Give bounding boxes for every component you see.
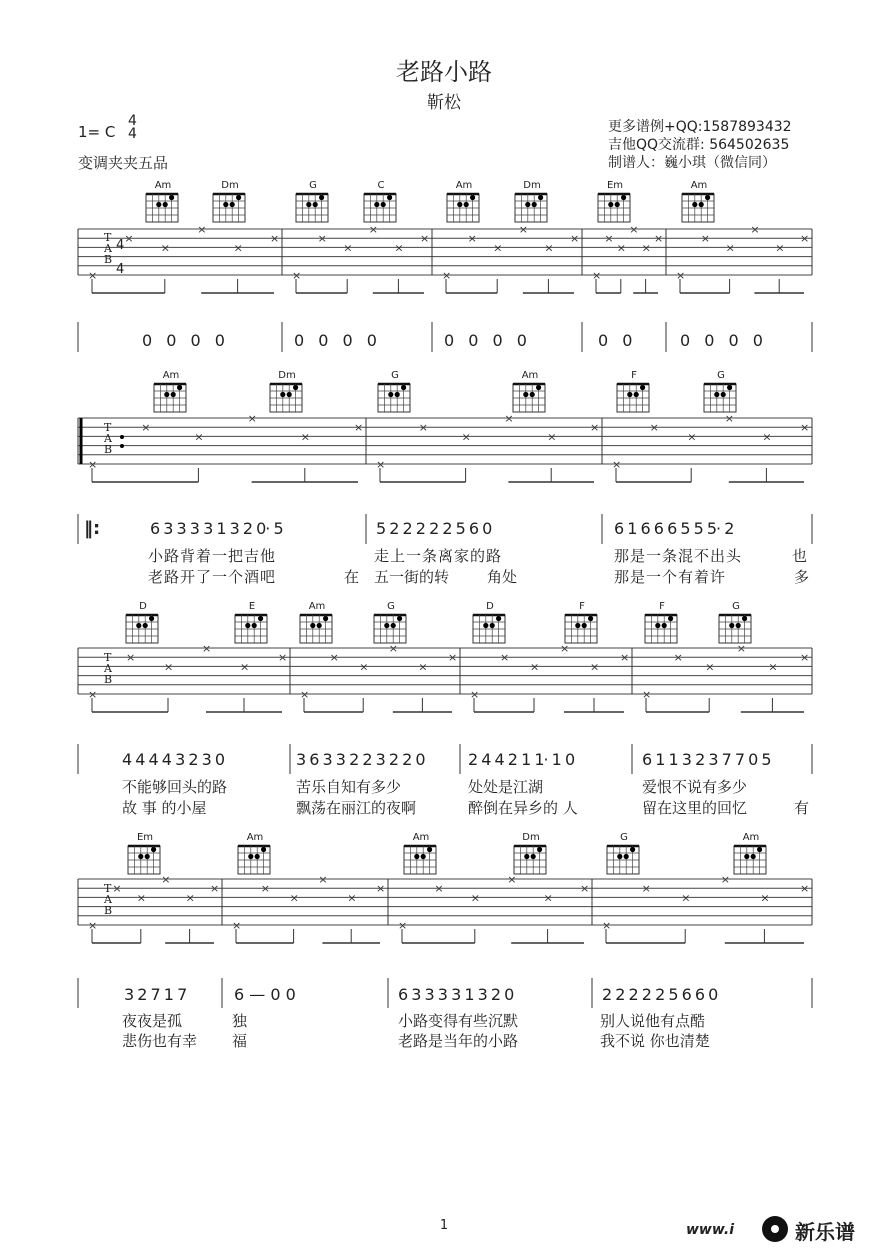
finger-dot xyxy=(483,623,488,628)
tab-note: × xyxy=(544,241,554,255)
chord-name: Am xyxy=(412,832,430,843)
tab-note: × xyxy=(88,687,98,701)
tab-note: × xyxy=(612,457,622,471)
time-top: 4 xyxy=(128,113,137,129)
tab-note: × xyxy=(629,223,639,236)
finger-dot xyxy=(323,616,328,621)
tab-note: × xyxy=(210,882,220,896)
tab-note: × xyxy=(260,882,271,896)
finger-dot xyxy=(608,202,613,207)
finger-dot xyxy=(537,847,542,852)
finger-dot xyxy=(538,195,543,200)
notation-measure: 0 0 0 0 xyxy=(680,331,763,350)
chord-name: F xyxy=(579,601,585,612)
finger-dot xyxy=(634,392,639,397)
chord-name: Dm xyxy=(278,370,296,381)
tab-note: × xyxy=(88,918,98,932)
notation-measure: 0 0 0 0 xyxy=(444,331,527,350)
finger-dot xyxy=(630,847,635,852)
finger-dot xyxy=(470,195,475,200)
lyric-line: 飘荡在丽江的夜啊 xyxy=(296,799,417,817)
finger-dot xyxy=(258,616,263,621)
finger-dot xyxy=(757,847,762,852)
tab-clef: T A B xyxy=(104,882,113,917)
finger-dot xyxy=(287,392,292,397)
tab-note: × xyxy=(467,232,477,246)
chord-name: Am xyxy=(162,370,180,381)
tab-note: × xyxy=(376,457,386,471)
lyric-line: 小路变得有些沉默 xyxy=(398,1012,519,1030)
lyric-line: 我不说 你也清楚 xyxy=(600,1032,710,1050)
lyric-line: 那是一个有着许 xyxy=(614,568,727,586)
finger-dot xyxy=(575,623,580,628)
tab-note: × xyxy=(500,651,510,665)
lyric-line: 也 xyxy=(792,547,808,565)
tab-note: × xyxy=(470,687,480,701)
tab-note: × xyxy=(354,421,364,435)
tab-clef: T A B xyxy=(104,651,113,686)
tab-note: × xyxy=(705,660,715,674)
lyric-line: 走上一条离家的路 xyxy=(374,547,503,565)
lyric-line: 留在这里的回忆 xyxy=(642,799,748,817)
finger-dot xyxy=(136,623,141,628)
tab-note: × xyxy=(750,223,760,236)
notation-measure: 0 0 xyxy=(598,331,633,350)
tab-note: × xyxy=(592,268,602,282)
finger-dot xyxy=(624,854,629,859)
finger-dot xyxy=(699,202,704,207)
tab-note: × xyxy=(194,430,204,444)
tab-note: × xyxy=(126,651,136,665)
finger-dot xyxy=(464,202,469,207)
tab-note: × xyxy=(232,918,242,932)
tab-note: × xyxy=(654,232,664,246)
finger-dot xyxy=(169,195,174,200)
tab-note: × xyxy=(543,891,553,905)
finger-dot xyxy=(742,616,747,621)
tab-note: × xyxy=(724,412,735,425)
tab-note: × xyxy=(620,651,630,665)
chord-name: D xyxy=(139,601,147,612)
chord-name: Dm xyxy=(221,180,239,191)
lyric-line: 独 xyxy=(232,1012,248,1030)
tab-note: × xyxy=(800,232,810,246)
tab-time-signature: 4 4 xyxy=(116,238,125,277)
chord-name: Am xyxy=(690,180,708,191)
finger-dot xyxy=(397,616,402,621)
finger-dot xyxy=(729,623,734,628)
lyric-line: 爱恨不说有多少 xyxy=(642,778,748,796)
finger-dot xyxy=(163,202,168,207)
tab-note: × xyxy=(164,660,174,674)
lyric-line: 角处 xyxy=(487,568,518,586)
chord-name: G xyxy=(620,832,628,843)
finger-dot xyxy=(138,854,143,859)
finger-dot xyxy=(319,195,324,200)
chord-name: F xyxy=(631,370,637,381)
finger-dot xyxy=(177,385,182,390)
tab-note: × xyxy=(448,651,458,665)
tab-note: × xyxy=(318,873,328,886)
notation-measure: 3 6 3 3 2 2 3 2 2 0 xyxy=(296,750,425,769)
lyric-line: 处处是江湖 xyxy=(468,778,544,796)
tab-note: × xyxy=(642,687,652,701)
tab-note: × xyxy=(278,651,288,665)
lyric-line: 小路背着一把吉他 xyxy=(148,547,277,565)
notation-measure: 6 3 3 3 3 1 3 2 0· 5 xyxy=(150,519,283,538)
tab-note: × xyxy=(641,241,651,255)
tab-note: × xyxy=(359,660,369,674)
lyric-line: 五一街的转 xyxy=(374,568,450,586)
notation-measure: 6 — 0 0 xyxy=(234,985,296,1004)
chord-name: Am xyxy=(154,180,172,191)
finger-dot xyxy=(306,202,311,207)
tab-note: × xyxy=(687,430,697,444)
repeat-start: ‖: xyxy=(84,518,101,539)
tab-note: × xyxy=(317,232,327,246)
chord-name: Em xyxy=(606,180,624,191)
notation-measure: 6 1 1 3 2 3 7 7 0 5 xyxy=(642,750,771,769)
tab-note: × xyxy=(88,457,98,471)
notation-measure: 6 1 6 6 6 5 5 5· 2 xyxy=(614,519,734,538)
tab-note: × xyxy=(547,430,557,444)
lyric-line: 老路是当年的小路 xyxy=(398,1032,519,1050)
finger-dot xyxy=(255,854,260,859)
capo-note: 变调夹夹五品 xyxy=(78,154,169,172)
finger-dot xyxy=(705,195,710,200)
lyric-line: 福 xyxy=(232,1032,248,1050)
finger-dot xyxy=(588,616,593,621)
finger-dot xyxy=(490,623,495,628)
finger-dot xyxy=(662,623,667,628)
tab-note: × xyxy=(398,918,408,932)
tab-note: × xyxy=(247,412,257,425)
finger-dot xyxy=(401,385,406,390)
chord-name: G xyxy=(387,601,395,612)
tab-note: × xyxy=(493,241,503,255)
finger-dot xyxy=(388,392,393,397)
tab-note: × xyxy=(418,421,429,435)
tab-note: × xyxy=(197,223,207,236)
tab-note: × xyxy=(590,421,600,435)
finger-dot xyxy=(252,623,257,628)
finger-dot xyxy=(381,202,386,207)
tab-note: × xyxy=(461,430,471,444)
notation-measure: 4 4 4 4 3 2 3 0 xyxy=(122,750,225,769)
chord-name: Am xyxy=(742,832,760,843)
tab-note: × xyxy=(676,268,686,282)
lyric-line: 在 xyxy=(344,568,360,586)
finger-dot xyxy=(744,854,749,859)
finger-dot xyxy=(280,392,285,397)
finger-dot xyxy=(655,623,660,628)
song-title: 老路小路 xyxy=(396,58,492,86)
tab-note: × xyxy=(673,651,683,665)
tab-note: × xyxy=(602,918,612,932)
finger-dot xyxy=(692,202,697,207)
chord-name: Am xyxy=(521,370,539,381)
tab-note: × xyxy=(300,430,311,444)
tab-note: × xyxy=(368,223,379,236)
tab-note: × xyxy=(768,660,778,674)
tab-note: × xyxy=(590,660,600,674)
tab-note: × xyxy=(580,882,590,896)
tab-note: × xyxy=(185,891,195,905)
tab-note: × xyxy=(240,660,250,674)
finger-dot xyxy=(223,202,228,207)
finger-dot xyxy=(414,854,419,859)
chord-name: E xyxy=(248,601,256,612)
tab-note: × xyxy=(530,660,540,674)
finger-dot xyxy=(171,392,176,397)
page-number: 1 xyxy=(439,1218,449,1233)
tab-note: × xyxy=(388,642,399,655)
finger-dot xyxy=(236,195,241,200)
notation-measure: 5 2 2 2 2 2 5 6 0 xyxy=(376,519,492,538)
tab-note: × xyxy=(649,421,659,435)
finger-dot xyxy=(317,623,322,628)
chord-name: Am xyxy=(246,832,264,843)
chord-name: Dm xyxy=(522,832,540,843)
tab-note: × xyxy=(124,232,134,246)
finger-dot xyxy=(582,623,587,628)
finger-dot xyxy=(427,847,432,852)
finger-dot xyxy=(524,854,529,859)
lyric-line: 夜夜是孤 xyxy=(122,1012,183,1030)
finger-dot xyxy=(387,195,392,200)
tab-note: × xyxy=(736,642,747,655)
chord-name: Am xyxy=(455,180,473,191)
tab-note: × xyxy=(681,891,691,905)
tab-note: × xyxy=(112,882,122,896)
finger-dot xyxy=(621,195,626,200)
finger-dot xyxy=(721,392,726,397)
site-url[interactable]: www.i xyxy=(686,1222,735,1238)
tab-note: × xyxy=(161,873,171,886)
tab-note: × xyxy=(560,642,570,655)
finger-dot xyxy=(293,385,298,390)
tab-note: × xyxy=(292,268,302,282)
tab-note: × xyxy=(720,873,731,886)
finger-dot xyxy=(143,623,148,628)
finger-dot xyxy=(384,623,389,628)
finger-dot xyxy=(536,385,541,390)
finger-dot xyxy=(145,854,150,859)
chord-name: C xyxy=(377,180,385,191)
finger-dot xyxy=(395,392,400,397)
finger-dot xyxy=(261,847,266,852)
lyric-line: 老路开了一个酒吧 xyxy=(148,568,277,586)
lyric-line: 故 事 的小屋 xyxy=(122,799,207,817)
tab-note: × xyxy=(88,268,98,282)
chord-name: G xyxy=(309,180,317,191)
info-line-qq: 更多谱例+QQ:1587893432 xyxy=(608,119,792,135)
info-line-author: 制谱人：巍小琪（微信同） xyxy=(608,155,776,171)
finger-dot xyxy=(627,392,632,397)
notation-measure: 2 2 2 2 2 5 6 6 0 xyxy=(602,985,718,1004)
finger-dot xyxy=(391,623,396,628)
finger-dot xyxy=(640,385,645,390)
finger-dot xyxy=(668,616,673,621)
finger-dot xyxy=(617,854,622,859)
tab-note: × xyxy=(141,421,151,435)
finger-dot xyxy=(525,202,530,207)
tab-note: × xyxy=(343,241,353,255)
finger-dot xyxy=(496,616,501,621)
tab-note: × xyxy=(233,241,243,255)
finger-dot xyxy=(736,623,741,628)
info-line-group: 吉他QQ交流群: 564502635 xyxy=(608,137,790,153)
lyric-line: 有 xyxy=(794,799,810,817)
finger-dot xyxy=(457,202,462,207)
tab-note: × xyxy=(289,891,299,905)
key-signature: 1= C xyxy=(78,123,116,141)
tab-note: × xyxy=(376,882,386,896)
lyric-line: 苦乐自知有多少 xyxy=(296,778,402,796)
tab-note: × xyxy=(700,232,711,246)
tab-note: × xyxy=(518,223,529,236)
lyric-line: 醉倒在异乡的 人 xyxy=(468,799,578,817)
chord-name: D xyxy=(486,601,494,612)
finger-dot xyxy=(751,854,756,859)
finger-dot xyxy=(230,202,235,207)
tab-note: × xyxy=(762,430,772,444)
tab-note: × xyxy=(418,660,428,674)
lyric-line: 别人说他有点酷 xyxy=(600,1012,706,1030)
finger-dot xyxy=(248,854,253,859)
finger-dot xyxy=(421,854,426,859)
tab-clef: T A B xyxy=(104,421,113,456)
finger-dot xyxy=(151,847,156,852)
tab-note: × xyxy=(504,412,514,425)
finger-dot xyxy=(245,623,250,628)
artist-name: 靳松 xyxy=(427,93,461,113)
tab-note: × xyxy=(507,873,517,886)
finger-dot xyxy=(727,385,732,390)
tab-note: × xyxy=(800,421,810,435)
lyric-line: 不能够回头的路 xyxy=(122,778,228,796)
tab-note: × xyxy=(616,241,627,255)
chord-name: Am xyxy=(308,601,326,612)
finger-dot xyxy=(313,202,318,207)
tab-note: × xyxy=(800,651,810,665)
tab-note: × xyxy=(570,232,580,246)
site-logo: 新乐谱 xyxy=(795,1220,855,1244)
chord-name: G xyxy=(732,601,740,612)
tab-note: × xyxy=(420,232,430,246)
lyric-line: 悲伤也有幸 xyxy=(122,1032,198,1050)
tab-note: × xyxy=(270,232,280,246)
tab-note: × xyxy=(202,642,212,655)
tab-note: × xyxy=(394,241,404,255)
tab-note: × xyxy=(329,651,339,665)
vinyl-logo-icon xyxy=(762,1216,788,1242)
finger-dot xyxy=(532,202,537,207)
chord-name: F xyxy=(659,601,665,612)
chord-name: Em xyxy=(136,832,154,843)
notation-measure: 0 0 0 0 xyxy=(142,331,225,350)
finger-dot xyxy=(149,616,154,621)
chord-name: Dm xyxy=(523,180,541,191)
finger-dot xyxy=(310,623,315,628)
tab-note: × xyxy=(800,882,810,896)
finger-dot xyxy=(523,392,528,397)
chord-name: G xyxy=(391,370,399,381)
tab-note: × xyxy=(160,241,171,255)
lyric-line: 多 xyxy=(794,568,810,586)
time-bottom: 4 xyxy=(128,126,137,142)
tab-note: × xyxy=(442,268,452,282)
tab-note: × xyxy=(434,882,444,896)
tab-note: × xyxy=(604,232,614,246)
notation-measure: 3 2 7 1 7 xyxy=(124,985,187,1004)
notation-measure: 2 4 4 2 1 1· 1 0 xyxy=(468,750,575,769)
finger-dot xyxy=(530,392,535,397)
repeat-dot xyxy=(120,435,124,439)
notation-measure: 0 0 0 0 xyxy=(294,331,377,350)
tab-note: × xyxy=(760,891,770,905)
tab-note: × xyxy=(725,241,735,255)
tab-clef: T A B xyxy=(104,231,113,266)
finger-dot xyxy=(531,854,536,859)
repeat-dot xyxy=(120,444,124,448)
tab-note: × xyxy=(641,882,651,896)
chord-name: G xyxy=(717,370,725,381)
finger-dot xyxy=(714,392,719,397)
finger-dot xyxy=(374,202,379,207)
finger-dot xyxy=(156,202,161,207)
tab-note: × xyxy=(347,891,357,905)
finger-dot xyxy=(615,202,620,207)
tab-note: × xyxy=(300,687,310,701)
finger-dot xyxy=(164,392,169,397)
notation-measure: 6 3 3 3 3 1 3 2 0 xyxy=(398,985,514,1004)
tab-note: × xyxy=(136,891,147,905)
tab-note: × xyxy=(470,891,481,905)
tab-note: × xyxy=(775,241,785,255)
lyric-line: 那是一条混不出头 xyxy=(614,547,743,565)
